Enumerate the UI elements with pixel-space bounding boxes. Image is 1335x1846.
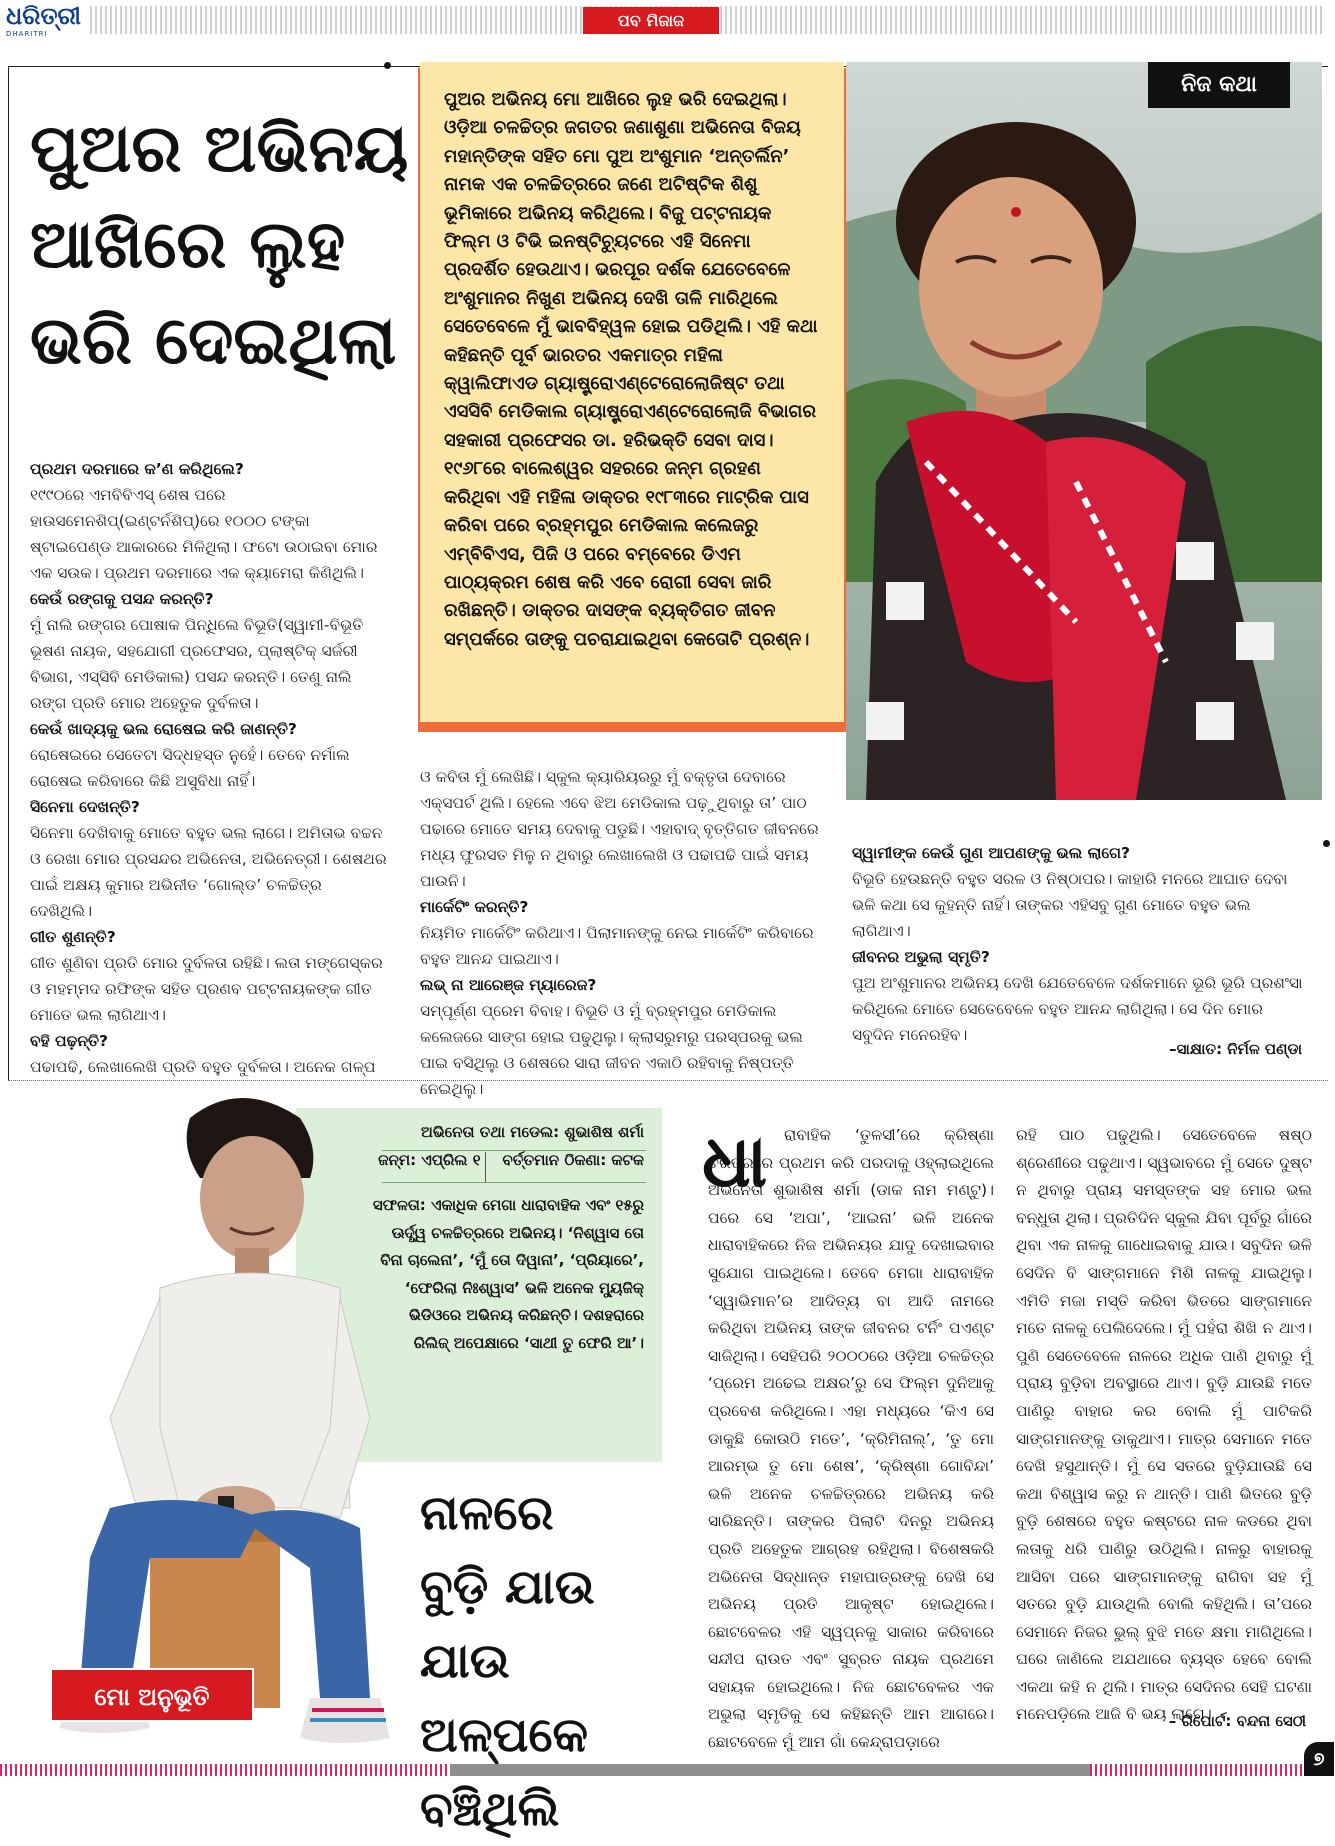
profile-born: ଜନ୍ମ: ଏପ୍ରିଲ ୧ xyxy=(378,1151,481,1169)
qa-item xyxy=(30,586,388,716)
qa-answer: ଗୀତ ଶୁଣିବା ପ୍ରତି ମୋର ଦୁର୍ବଳତା ରହିଛି। ଲତା ମଙ୍ଗେସ୍କର ଓ ମହମ୍ମଦ ରଫିଙ୍କ ସହିତ ପ୍ରଣବ ପଟ୍ଟନାୟକଙ୍କ ଗୀତ ମୋତେ ଭଲ ଲାଗିଥାଏ। xyxy=(30,954,383,1024)
qa-question: ଲଭ୍ ନା ଆରେଞ୍ଜ ମ୍ୟାରେଜ? xyxy=(420,976,597,994)
profile-achievement: ସଫଳତା: ଏକାଧିକ ମେଗା ଧାରାବାହିକ ଏବଂ ୧୫ରୁ ଊର୍ଦ୍ଧ୍ୱ ଚଳଚ୍ଚିତ୍ରରେ ଅଭିନୟ। ‘ନିଶ୍ୱାସ ତୋ ବିନା ଚାଲେନା’, ‘ମୁଁ ତୋ ଦିୱାନା’, ‘ପ୍ରିୟାରେ’, ‘ଫେରିଲା ନିଃଶ୍ୱାସ’ ଭଳି ଅନେକ ମ୍ୟୁଜିକ୍ ଭିଡିଓରେ ଅଭିନୟ କରିଛନ୍ତି। ଦଶହରାରେ ରିଲିଜ୍ ଅପେକ୍ଷାରେ ‘ସାଥୀ ତୁ ଫେରି ଆ’। xyxy=(372,1196,644,1352)
story2-column-2 xyxy=(1016,1122,1312,1729)
portrait-illustration xyxy=(846,62,1322,800)
doctor-photo xyxy=(846,62,1322,800)
qa-answer: ଓ କବିତା ମୁଁ ଲେଖିଛି। ସ୍କୁଲ କ୍ୟାରିୟରରୁ ମୁଁ ବକ୍ତୃତା ଦେବାରେ ଏକ୍ସପର୍ଟ ଥିଲି। ହେଲେ ଏବେ ଝିଅ ମେଡିକାଲ ପଢ଼ୁଥିବାରୁ ତା’ ପାଠ ପଢାରେ ମୋତେ ସମୟ ଦେବାକୁ ପଡୁଛି। ଏହାବାଦ୍ ବୃତ୍ତିଗତ ଜୀବନରେ ମଧ୍ୟ ଫୁରସତ ମିଳୁ ନ ଥିବାରୁ ଲେଖାଲେଖି ଓ ପଢାପଢି ପାଇଁ ସମୟ ପାଉନି। xyxy=(420,768,819,890)
rule-dot xyxy=(384,62,391,69)
story2-headline xyxy=(420,1476,690,1846)
profile-header xyxy=(372,1118,644,1174)
qa-column-3 xyxy=(852,840,1308,1048)
qa-column-2 xyxy=(420,764,820,1102)
headline-line: ପୁଅର ଅଭିନୟ xyxy=(30,109,409,187)
qa-answer: ନିୟମିତ ମାର୍କେଟିଂ କରିଥାଏ। ପିଲାମାନଙ୍କୁ ନେଇ ମାର୍କେଟିଂ କରିବାରେ ବହୁତ ଆନନ୍ଦ ପାଇଥାଏ। xyxy=(420,924,814,968)
qa-question: ଗୀତ ଶୁଣନ୍ତି? xyxy=(30,928,116,946)
story2-column-1 xyxy=(708,1122,994,1757)
story2-text: ରହି ପାଠ ପଢୁଥିଲି। ସେତେବେଳେ ଷଷ୍ଠ ଶ୍ରେଣୀରେ ପଢୁଥାଏ। ସ୍ୱଭାବରେ ମୁଁ ସେତେ ଦୁଷ୍ଟ ନ ଥିବାରୁ ପ୍ରାୟ ସମସ୍ତଙ୍କ ସହ ମୋର ଭଲ ବନ୍ଧୁତା ଥିଲା। ପ୍ରତିଦିନ ସ୍କୁଲ ଯିବା ପୂର୍ବରୁ ଗାଁରେ ଥିବା ଏକ ନାଳକୁ ଗାଧୋଇବାକୁ ଯାଉ। ସବୁଦିନ ଭଳି ସେଦିନ ବି ସାଙ୍ଗମାନେ ମିଶି ନାଳକୁ ଯାଇଥିଲୁ। ଏମିତି ମଜା ମସ୍ତି କରିବା ଭିତରେ ସାଙ୍ଗମାନେ ମତେ ନାଳକୁ ପେଲିଦେଲେ। ମୁଁ ପହଁରା ଶିଖି ନ ଥାଏ। ପୁଣି ସେତେବେଳେ ନାଳରେ ଅଧିକ ପାଣି ଥିବାରୁ ମୁଁ ପ୍ରାୟ ବୁଡ଼ିବା ଅବସ୍ଥାରେ ଥାଏ। ବୁଡ଼ି ଯାଉଛି ମତେ ପାଣିରୁ ବାହାର କର ବୋଲି ମୁଁ ପାଟିକରି ସାଙ୍ଗମାନଙ୍କୁ ଡାକୁଥାଏ। ମାତ୍ର ସେମାନେ ମତେ ଦେଖି ହସୁଥାନ୍ତି। ମୁଁ ସେ ସତରେ ବୁଡ଼ିଯାଉଛି ସେ କଥା ବିଶ୍ୱାସ କରୁ ନ ଥାନ୍ତି। ପାଣି ଭିତରେ ବୁଡ଼ି ବୁଡ଼ି ଶେଷରେ ବହୁତ କଷ୍ଟରେ ନାଳ କଡରେ ଥିବା ଲତାକୁ ଧରି ପାଣିରୁ ଉଠିଥିଲି। ନାଳରୁ ବାହାରକୁ ଆସିବା ପରେ ସାଙ୍ଗମାନଙ୍କୁ ରାଗିବା ସହ ମୁଁ ସତରେ ବୁଡ଼ି ଯାଉଥିଲି ବୋଲି କହିଥିଲି। ତା’ପରେ ସେମାନେ ନିଜର ଭୁଲ୍ ବୁଝି ମତେ କ୍ଷମା ମାଗିଥିଲେ। ଘରେ ଜାଣିଲେ ଅଯଥାରେ ବ୍ୟସ୍ତ ହେବେ ବୋଲି ଏକଥା କହି ନ ଥିଲି। ମାତ୍ର ସେଦିନର ସେହି ଘଟଣା ମନେପଡ଼ିଲେ ଆଜି ବି ଭୟ ଲାଗେ। xyxy=(1016,1126,1312,1724)
qa-question: ସ୍ୱାମୀଙ୍କ କେଉଁ ଗୁଣ ଆପଣଙ୍କୁ ଭଲ ଲାଗେ? xyxy=(852,844,1131,862)
qa-answer: ସିନେମା ଦେଖିବାକୁ ମୋତେ ବହୁତ ଭଲ ଲାଗେ। ଅମିତାଭ ବଚ୍ଚନ ଓ ରେଖା ମୋର ପ୍ରସନ୍ଦର ଅଭିନେତା, ଅଭିନେତ୍ରୀ। ଶେଷଥର ପାଇଁ ଅକ୍ଷୟ କୁମାର ଅଭିନୀତ ‘ଗୋଲ୍ଡ’ ଚଳଚ୍ଚିତ୍ର ଦେଖିଥିଲି। xyxy=(30,824,387,920)
qa-question: କେଉଁ ଖାଦ୍ୟକୁ ଭଲ ରୋଷେଇ କରି ଜାଣନ୍ତି? xyxy=(30,720,297,738)
mo-anubhuti-badge: ମୋ ଅନୁଭୂତି xyxy=(50,1668,254,1722)
qa-question: ମାର୍କେଟିଂ କରନ୍ତି? xyxy=(420,898,529,916)
qa-answer: ବିଭୂତି ହେଉଛନ୍ତି ବହୁତ ସରଳ ଓ ନିଷ୍ଠାପର। କାହାରି ମନରେ ଆଘାତ ଦେବା ଭଳି କଥା ସେ କୁହନ୍ତି ନାହିଁ। ତାଙ୍କର ଏହିସବୁ ଗୁଣ ମୋତେ ବହୁତ ଭଲ ଲାଗିଥାଏ। xyxy=(852,870,1288,940)
profile-name: ଅଭିନେତା ତଥା ମଡେଲ: ଶୁଭାଶିଷ ଶର୍ମା xyxy=(421,1123,644,1141)
dropcap: ଧା xyxy=(702,1118,768,1203)
page-number: ୭ xyxy=(1304,1742,1334,1776)
profile-separator xyxy=(485,1152,486,1182)
actor-illustration xyxy=(40,1088,400,1750)
headline-line: ବୁଡ଼ି ଯାଉ xyxy=(420,1559,595,1615)
logo-subtext: DHARITRI xyxy=(6,30,48,38)
qa-question: ବହି ପଢ଼ନ୍ତି? xyxy=(30,1032,109,1050)
rule-dot xyxy=(1323,840,1330,847)
qa-item xyxy=(30,456,388,586)
qa-answer: ମୁଁ ନାଲି ରଙ୍ଗର ପୋଷାକ ପିନ୍ଧିଲେ ବିଭୂତି(ସ୍ୱାମୀ-ବିଭୂତି ଭୂଷଣ ନାୟକ, ସହଯୋଗୀ ପ୍ରଫେସର, ପ୍ଲାଷ୍ଟିକ୍ ସର୍ଜରୀ ବିଭାଗ, ଏସ୍‌ସିବି ମେଡିକାଲ) ପସନ୍ଦ କରନ୍ତି। ତେଣୁ ନାଲି ରଙ୍ଗ ପ୍ରତି ମୋର ଅହେତୁକ ଦୁର୍ବଳତା। xyxy=(30,616,364,712)
newspaper-logo xyxy=(6,2,86,42)
profile-divider xyxy=(382,1182,646,1183)
intro-text: ପୁଅର ଅଭିନୟ ମୋ ଆଖିରେ ଲୁହ ଭରି ଦେଇଥିଲା। ଓଡ଼ିଆ ଚଳଚ୍ଚିତ୍ର ଜଗତର ଜଣାଶୁଣା ଅଭିନେତା ବିଜୟ ମହାନ୍ତିଙ୍କ ସହିତ ମୋ ପୁଅ ଅଂଶୁମାନ ‘ଅନ୍ତର୍ଲିନ’ ନାମକ ଏକ ଚଳଚ୍ଚିତ୍ରରେ ଜଣେ ଅଟିଷ୍ଟିକ ଶିଶୁ ଭୂମିକାରେ ଅଭିନୟ କରିଥିଲେ। ବିଜୁ ପଟ୍ଟନାୟକ ଫିଲ୍ମ ଓ ଟିଭି ଇନଷ୍ଟିଚ୍ୟୁଟରେ ଏହି ସିନେମା ପ୍ରଦର୍ଶିତ ହେଉଥାଏ। ଭରପୂର ଦର୍ଶକ ଯେତେବେଳେ ଅଂଶୁମାନର ନିଖୁଣ ଅଭିନୟ ଦେଖି ତାଳି ମାରିଥିଲେ ସେତେବେଳେ ମୁଁ ଭାବବିହ୍ୱଳ ହୋଇ ପଡିଥିଲି। ଏହି କଥା କହିଛନ୍ତି ପୂର୍ବ ଭାରତର ଏକମାତ୍ର ମହିଳା କ୍ୱାଲିଫାଏଡ ଗ୍ୟାଷ୍ଟ୍ରୋଏଣ୍ଟେରୋଲୋଜିଷ୍ଟ ତଥା ଏସସିବି ମେଡିକାଲ ଗ୍ୟାଷ୍ଟ୍ରୋଏଣ୍ଟେରୋଲୋଜି ବିଭାଗର ସହକାରୀ ପ୍ରଫେସର ଡା. ହରିଭକ୍ତି ସେବା ଦାସ। ୧୯୬୮ରେ ବାଲେଶ୍ୱର ସହରରେ ଜନ୍ମ ଗ୍ରହଣ କରିଥିବା ଏହି ମହିଳା ଡାକ୍ତର ୧୯୮୩ରେ ମାଟ୍ରିକ ପାସ କରିବା ପରେ ବ୍ରହ୍ମପୁର ମେଡିକାଲ କଲେଜରୁ ଏମ୍‌ବିବିଏସ, ପିଜି ଓ ପରେ ବମ୍ବେରେ ଡିଏମ ପାଠ୍ୟକ୍ରମ ଶେଷ କରି ଏବେ ରୋଗୀ ସେବା ଜାରି ରଖିଛନ୍ତି। ଡାକ୍ତର ଦାସଙ୍କ ବ୍ୟକ୍ତିଗତ ଜୀବନ ସମ୍ପର୍କରେ ତାଙ୍କୁ ପଚରାଯାଇଥିବା କେତୋଟି ପ୍ରଶ୍ନ। xyxy=(444,89,818,650)
intro-box xyxy=(420,62,844,722)
headline-line: ଯାଉ ଅଳ୍ପକେ xyxy=(420,1633,588,1763)
qa-answer: ପୁଅ ଅଂଶୁମାନର ଅଭିନୟ ଦେଖି ଯେତେବେଳେ ଦର୍ଶକମାନେ ଭୂରି ଭୂରି ପ୍ରଶଂସା କରିଥିଲେ ମୋତେ ସେତେବେଳେ ବହୁତ ଆନନ୍ଦ ଲାଗିଥିଲା। ସେ ଦିନ ମୋର ସବୁଦିନ ମନେରହିବ। xyxy=(852,974,1303,1044)
nija-katha-tag: ନିଜ କଥା xyxy=(1148,62,1290,108)
qa-question: କେଉଁ ରଙ୍ଗକୁ ପସନ୍ଦ କରନ୍ତି? xyxy=(30,590,214,608)
story2-text: ରାବାହିକ ‘ତୁଳସୀ’ରେ କ୍ରିଷ୍ଣା ଚରିତ୍ରରେ ପ୍ରଥମ କରି ପରଦାକୁ ଓହ୍ଲାଇଥିଲେ ଅଭିନେତା ଶୁଭାଶିଷ ଶର୍ମା (ଡାକ ନାମ ମଣ୍ଟୁ)। ପରେ ସେ ‘ଅପା’, ‘ଆଇନା’ ଭଳି ଅନେକ ଧାରାବାହିକରେ ନିଜ ଅଭିନୟର ଯାଦୁ ଦେଖାଇବାର ସୁଯୋଗ ପାଇଥିଲେ। ତେବେ ମେଗା ଧାରାବାହିକ ‘ସ୍ୱାଭିମାନ’ର ଆଦିତ୍ୟ ବା ଆଦି ନାମରେ କରିଥିବା ଅଭିନୟ ତାଙ୍କ ଜୀବନର ଟର୍ନିଂ ପଏଣ୍ଟ ସାଜିଥିଲା। ସେହିପରି ୨୦୦୦ରେ ଓଡ଼ିଆ ଚଳଚ୍ଚିତ୍ର ‘ପ୍ରେମ ଅଢେଇ ଅକ୍ଷର’ରୁ ସେ ଫିଲ୍ମ ଦୁନିଆକୁ ପ୍ରବେଶ କରିଥିଲେ। ଏହା ମଧ୍ୟରେ ‘କିଏ ସେ ଡାକୁଛି କୋଉଠି ମତେ’, ‘କ୍ରିମିନାଲ୍’, ‘ତୁ ମୋ ଆରମ୍ଭ ତୁ ମୋ ଶେଷ’, ‘କ୍ରିଷ୍ଣା ଗୋବିନ୍ଦା’ ଭଳି ଅନେକ ଚଳଚ୍ଚିତ୍ରରେ ଅଭିନୟ କରି ସାରିଛନ୍ତି। ତାଙ୍କର ପିଲାଟି ଦିନରୁ ଅଭିନୟ ପ୍ରତି ଅହେତୁକ ଆଗ୍ରହ ରହିଥିଲା। ବିଶେଷକରି ଅଭିନେତା ସିଦ୍ଧାନ୍ତ ମହାପାତ୍ରଙ୍କୁ ଦେଖି ସେ ଅଭିନୟ ପ୍ରତି ଆକୃଷ୍ଟ ହୋଇଥିଲେ। ଛୋଟବେଳର ଏହି ସ୍ୱପ୍ନକୁ ସାକାର କରିବାରେ ସନ୍ଦୀପ ରାଉତ ଏବଂ ସୁବ୍ରତ ନାୟକ ପ୍ରଥମେ ସହାୟକ ହୋଇଥିଲେ। ନିଜ ଛୋଟବେଳର ଏକ ଅଭୁଲା ସ୍ମୃତିକୁ ସେ କହିଛନ୍ତି ଆମ ଆଗରେ। ଛୋଟବେଳେ ମୁଁ ଆମ ଗାଁ କେନ୍ଦ୍ରାପଡ଼ାରେ xyxy=(708,1126,994,1752)
footer-gray-bar xyxy=(450,1764,1090,1776)
story1-headline xyxy=(30,100,410,388)
headline-line: ନାଳରେ xyxy=(420,1485,554,1541)
headline-line: ବଞ୍ଚିଥିଲି xyxy=(420,1781,560,1837)
actor-photo xyxy=(40,1088,400,1750)
headline-line: ଆଖିରେ ଲୁହ xyxy=(30,205,346,283)
section-label: ପବ ମିଜାଜ xyxy=(583,7,719,34)
headline-line: ଭରି ଦେଇଥିଲା xyxy=(30,301,397,379)
interviewer-credit: –ସାକ୍ଷାତ: ନିର୍ମଳ ପଣ୍ଡା xyxy=(1169,1040,1302,1058)
logo-text: ଧରିତ୍ରୀ xyxy=(6,2,81,30)
qa-item xyxy=(420,764,820,894)
qa-item xyxy=(852,840,1308,944)
qa-item xyxy=(420,972,820,1102)
qa-question: ପ୍ରଥମ ଦରମାରେ କ’ଣ କରିଥିଲେ? xyxy=(30,460,244,478)
qa-item xyxy=(420,894,820,972)
qa-item xyxy=(30,1028,388,1080)
story1-left-rule xyxy=(8,66,9,1080)
qa-item xyxy=(852,944,1308,1048)
profile-address: ବର୍ତ୍ତମାନ ଠିକଣା: କଟକ xyxy=(502,1151,644,1169)
qa-item xyxy=(30,794,388,924)
qa-answer: ସମ୍ପୂର୍ଣ୍ଣ ପ୍ରେମ ବିବାହ। ବିଭୂତି ଓ ମୁଁ ବ୍ରହ୍ମପୁର ମେଡିକାଲ କଲେଜରେ ସାଙ୍ଗ ହୋଇ ପଢୁଥିଲୁ। କ୍ଲାସରୁମରୁ ପରସ୍ପରକୁ ଭଲ ପାଇ ବସିଥିଲୁ ଓ ଶେଷରେ ସାରା ଜୀବନ ଏକାଠି ରହିବାକୁ ନିଷ୍ପତ୍ତି ନେଇଥିଲୁ। xyxy=(420,1002,803,1098)
qa-question: ସିନେମା ଦେଖନ୍ତି? xyxy=(30,798,140,816)
qa-item xyxy=(30,924,388,1028)
reporter-credit: – ରିପୋର୍ଟ: ବନ୍ଦନା ସେଠୀ xyxy=(1168,1712,1306,1730)
qa-answer: ୧୯୯୦ରେ ଏମବିବିଏସ୍ ଶେଷ ପରେ ହାଉସମେନଶିପ୍(ଇଣ୍ଟର୍ନଶିପ୍)ରେ ୧୦୦୦ ଟଙ୍କା ଷ୍ଟାଇପେଣ୍ଡ ଆକାରରେ ମିଳିଥିଲା। ଫଟୋ ଉଠାଇବା ମୋର ଏକ ସଉକ। ପ୍ରଥମ ଦରମାରେ ଏକ କ୍ୟାମେରା କିଣିଥିଲି। xyxy=(30,486,378,582)
qa-item xyxy=(30,716,388,794)
profile-divider xyxy=(382,1150,646,1151)
qa-question: ଜୀବନର ଅଭୁଲା ସ୍ମୃତି? xyxy=(852,948,990,966)
qa-column-1 xyxy=(30,456,388,1080)
qa-answer: ରୋଷେଇରେ ସେତେଟା ସିଦ୍ଧହସ୍ତ ନୁହେଁ। ତେବେ ନର୍ମାଲ ରୋଷେଇ କରିବାରେ କିଛି ଅସୁବିଧା ନାହିଁ। xyxy=(30,746,350,790)
qa-answer: ପଢାପଢି, ଲେଖାଲେଖି ପ୍ରତି ବହୁତ ଦୁର୍ବଳତା। ଅନେକ ଗଳ୍ପ xyxy=(30,1058,376,1076)
